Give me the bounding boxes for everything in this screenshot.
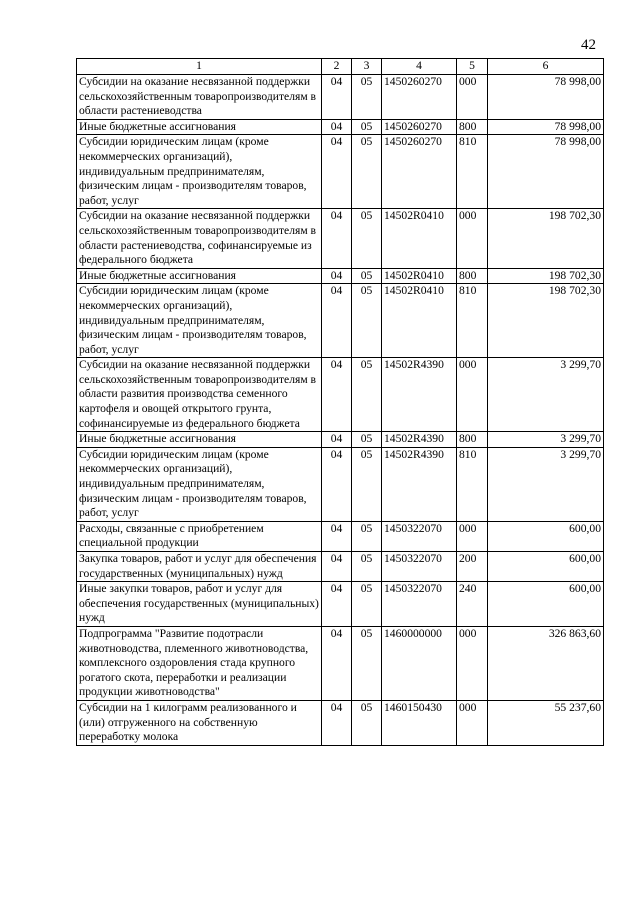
row-expense-type: 000 (457, 521, 488, 551)
row-target-code: 1450260270 (382, 75, 457, 120)
row-target-code: 14502R4390 (382, 358, 457, 432)
row-section: 04 (322, 135, 352, 209)
row-target-code: 1450322070 (382, 582, 457, 627)
row-subsection: 05 (352, 358, 382, 432)
row-section: 04 (322, 700, 352, 745)
row-amount: 600,00 (488, 582, 604, 627)
row-name: Расходы, связанные с приобретением специальной продукции (77, 521, 322, 551)
col-header-5: 5 (457, 59, 488, 75)
row-expense-type: 800 (457, 268, 488, 284)
row-expense-type: 000 (457, 626, 488, 700)
budget-table (76, 58, 604, 746)
row-expense-type: 200 (457, 552, 488, 582)
row-target-code: 14502R4390 (382, 432, 457, 448)
row-name: Иные закупки товаров, работ и услуг для обеспечения государственных (муниципальных) нужд (77, 582, 322, 627)
row-amount: 198 702,30 (488, 268, 604, 284)
col-header-3: 3 (352, 59, 382, 75)
row-section: 04 (322, 209, 352, 268)
col-header-4: 4 (382, 59, 457, 75)
row-expense-type: 000 (457, 209, 488, 268)
row-subsection: 05 (352, 626, 382, 700)
row-subsection: 05 (352, 552, 382, 582)
table-row (77, 552, 604, 582)
row-section: 04 (322, 447, 352, 521)
row-section: 04 (322, 626, 352, 700)
row-name: Субсидии на оказание несвязанной поддержки сельскохозяйственным товаропроизводителям в области растениеводства, софинансируемые из федерального бюджета (77, 209, 322, 268)
row-name: Субсидии на 1 килограмм реализованного и (или) отгруженного на собственную переработку молока (77, 700, 322, 745)
table-row (77, 626, 604, 700)
row-section: 04 (322, 552, 352, 582)
column-number-row (77, 59, 604, 75)
row-amount: 3 299,70 (488, 447, 604, 521)
table-row (77, 432, 604, 448)
row-name: Иные бюджетные ассигнования (77, 432, 322, 448)
row-subsection: 05 (352, 432, 382, 448)
row-amount: 198 702,30 (488, 284, 604, 358)
row-target-code: 14502R0410 (382, 284, 457, 358)
row-expense-type: 240 (457, 582, 488, 627)
row-amount: 55 237,60 (488, 700, 604, 745)
row-section: 04 (322, 75, 352, 120)
table-row (77, 284, 604, 358)
row-amount: 600,00 (488, 552, 604, 582)
row-name: Иные бюджетные ассигнования (77, 268, 322, 284)
row-expense-type: 810 (457, 284, 488, 358)
row-expense-type: 800 (457, 119, 488, 135)
row-amount: 78 998,00 (488, 119, 604, 135)
row-name: Подпрограмма "Развитие подотрасли животноводства, племенного животноводства, комплексного оздоровления стада крупного рогатого скота, переработки и реализации продукции животноводства" (77, 626, 322, 700)
table-row (77, 119, 604, 135)
row-target-code: 1450260270 (382, 119, 457, 135)
row-subsection: 05 (352, 582, 382, 627)
row-subsection: 05 (352, 135, 382, 209)
col-header-1: 1 (77, 59, 322, 75)
row-amount: 198 702,30 (488, 209, 604, 268)
row-target-code: 14502R0410 (382, 209, 457, 268)
row-subsection: 05 (352, 700, 382, 745)
row-expense-type: 000 (457, 75, 488, 120)
row-subsection: 05 (352, 521, 382, 551)
table-row (77, 447, 604, 521)
row-subsection: 05 (352, 268, 382, 284)
row-subsection: 05 (352, 209, 382, 268)
row-target-code: 14502R4390 (382, 447, 457, 521)
row-expense-type: 810 (457, 135, 488, 209)
row-subsection: 05 (352, 284, 382, 358)
row-name: Иные бюджетные ассигнования (77, 119, 322, 135)
row-target-code: 1460000000 (382, 626, 457, 700)
row-target-code: 1460150430 (382, 700, 457, 745)
row-subsection: 05 (352, 119, 382, 135)
row-amount: 3 299,70 (488, 432, 604, 448)
row-subsection: 05 (352, 75, 382, 120)
row-expense-type: 000 (457, 700, 488, 745)
row-amount: 78 998,00 (488, 75, 604, 120)
col-header-6: 6 (488, 59, 604, 75)
row-expense-type: 810 (457, 447, 488, 521)
row-name: Субсидии юридическим лицам (кроме некоммерческих организаций), индивидуальным предпринимателям, физическим лицам - производителям товаров, работ, услуг (77, 447, 322, 521)
table-row (77, 358, 604, 432)
row-amount: 326 863,60 (488, 626, 604, 700)
row-amount: 78 998,00 (488, 135, 604, 209)
table-row (77, 209, 604, 268)
row-expense-type: 000 (457, 358, 488, 432)
row-name: Субсидии юридическим лицам (кроме некоммерческих организаций), индивидуальным предпринимателям, физическим лицам - производителям товаров, работ, услуг (77, 135, 322, 209)
row-amount: 600,00 (488, 521, 604, 551)
row-name: Субсидии на оказание несвязанной поддержки сельскохозяйственным товаропроизводителям в области развития производства семенного картофеля и овощей открытого грунта, софинансируемые из федерального бюджета (77, 358, 322, 432)
table-row (77, 75, 604, 120)
row-section: 04 (322, 284, 352, 358)
row-amount: 3 299,70 (488, 358, 604, 432)
row-section: 04 (322, 432, 352, 448)
row-section: 04 (322, 521, 352, 551)
page-number: 42 (581, 37, 596, 53)
row-target-code: 1450260270 (382, 135, 457, 209)
row-name: Субсидии юридическим лицам (кроме некоммерческих организаций), индивидуальным предпринимателям, физическим лицам - производителям товаров, работ, услуг (77, 284, 322, 358)
row-section: 04 (322, 268, 352, 284)
row-expense-type: 800 (457, 432, 488, 448)
table-row (77, 521, 604, 551)
table-row (77, 268, 604, 284)
row-target-code: 1450322070 (382, 552, 457, 582)
table-row (77, 135, 604, 209)
row-name: Закупка товаров, работ и услуг для обеспечения государственных (муниципальных) нужд (77, 552, 322, 582)
table-row (77, 700, 604, 745)
row-name: Субсидии на оказание несвязанной поддержки сельскохозяйственным товаропроизводителям в области растениеводства (77, 75, 322, 120)
col-header-2: 2 (322, 59, 352, 75)
row-section: 04 (322, 119, 352, 135)
row-subsection: 05 (352, 447, 382, 521)
row-target-code: 1450322070 (382, 521, 457, 551)
row-section: 04 (322, 358, 352, 432)
row-target-code: 14502R0410 (382, 268, 457, 284)
table-row (77, 582, 604, 627)
row-section: 04 (322, 582, 352, 627)
